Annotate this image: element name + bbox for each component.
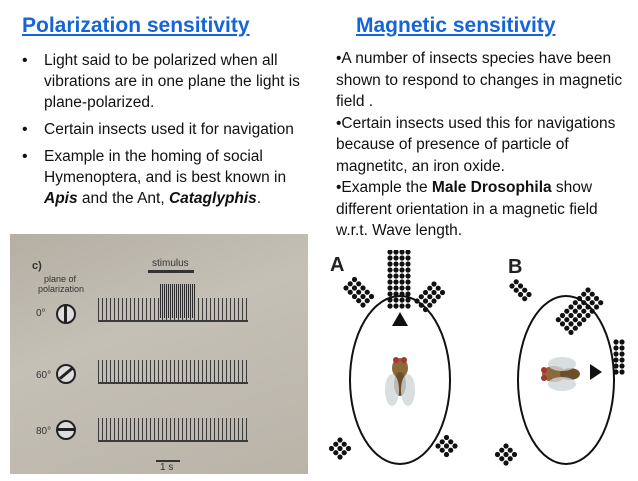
drosophila-orientation-diagram: [326, 250, 636, 476]
orientation-dot: [503, 460, 508, 465]
orientation-dot: [399, 303, 404, 308]
orientation-dot: [419, 294, 424, 299]
recording-trace: [98, 360, 248, 384]
orientation-dot: [360, 302, 365, 307]
orientation-dot: [568, 321, 573, 326]
polarizer-80-icon: [56, 420, 76, 440]
orientation-dot: [399, 279, 404, 284]
orientation-dot: [568, 313, 573, 318]
orientation-dot: [581, 317, 586, 322]
orientation-dot: [452, 443, 457, 448]
orientation-dot: [522, 296, 527, 301]
orientation-dot: [503, 443, 508, 448]
orientation-dot: [352, 277, 357, 282]
orientation-dot: [393, 279, 398, 284]
orientation-dot: [387, 267, 392, 272]
orientation-dot: [356, 281, 361, 286]
orientation-dot: [619, 339, 624, 344]
apis-text: Apis: [44, 190, 78, 207]
orientation-dot: [619, 363, 624, 368]
orientation-dot: [585, 313, 590, 318]
bullet-item: [18, 146, 318, 209]
orientation-dot: [405, 285, 410, 290]
orientation-dot: [619, 351, 624, 356]
orientation-dot: [337, 437, 342, 442]
orientation-dot: [365, 298, 370, 303]
orientation-dot: [365, 290, 370, 295]
orientation-dot: [405, 297, 410, 302]
orientation-dot: [399, 250, 404, 255]
orientation-dot: [577, 313, 582, 318]
orientation-dot: [360, 285, 365, 290]
orientation-dot: [399, 267, 404, 272]
orientation-dot: [387, 303, 392, 308]
orientation-dot: [564, 317, 569, 322]
orientation-dot: [518, 283, 523, 288]
orientation-dot: [585, 296, 590, 301]
trace-burst: [160, 284, 196, 318]
orientation-dot: [568, 330, 573, 335]
orientation-dot: [348, 290, 353, 295]
orientation-dot: [518, 292, 523, 297]
orientation-dot: [573, 309, 578, 314]
orientation-dot: [343, 285, 348, 290]
orientation-dot: [393, 261, 398, 266]
orientation-dot: [560, 321, 565, 326]
drosophila-text: Male Drosophila: [431, 179, 552, 196]
orientation-dot: [585, 287, 590, 292]
orientation-dot: [360, 294, 365, 299]
orientation-dot: [573, 300, 578, 305]
diagram-label-a: A: [330, 254, 345, 276]
orientation-dot: [436, 294, 441, 299]
orientation-dot: [399, 291, 404, 296]
orientation-dot: [342, 442, 347, 447]
recording-trace: [98, 418, 248, 442]
orientation-dot: [387, 273, 392, 278]
orientation-dot: [444, 435, 449, 440]
orientation-dot: [387, 279, 392, 284]
orientation-dot: [387, 297, 392, 302]
paragraph-text: •Example the: [336, 179, 432, 196]
orientation-dot: [333, 450, 338, 455]
orientation-dot: [590, 300, 595, 305]
orientation-svg: [326, 250, 636, 476]
orientation-dot: [399, 285, 404, 290]
orientation-dot: [423, 298, 428, 303]
orientation-dot: [594, 296, 599, 301]
orientation-dot: [448, 439, 453, 444]
orientation-dot: [387, 255, 392, 260]
orientation-dot: [419, 303, 424, 308]
orientation-dot: [594, 304, 599, 309]
polarization-recording-photo: [10, 234, 308, 474]
orientation-dot: [348, 281, 353, 286]
orientation-dot: [590, 292, 595, 297]
angle-label: 80°: [36, 426, 52, 437]
orientation-dot: [414, 298, 419, 303]
orientation-dot: [405, 279, 410, 284]
orientation-dot: [573, 317, 578, 322]
stimulus-bar: [148, 270, 194, 273]
orientation-dot: [577, 296, 582, 301]
orientation-dot: [399, 273, 404, 278]
orientation-dot: [405, 255, 410, 260]
orientation-dot: [590, 309, 595, 314]
orientation-dot: [346, 446, 351, 451]
orientation-dot: [613, 369, 618, 374]
orientation-dot: [405, 273, 410, 278]
orientation-dot: [556, 317, 561, 322]
orientation-dot: [352, 285, 357, 290]
orientation-dot: [577, 321, 582, 326]
orientation-dot: [427, 303, 432, 308]
orientation-dot: [440, 290, 445, 295]
orientation-dot: [423, 290, 428, 295]
orientation-dot: [514, 279, 519, 284]
orientation-dot: [369, 294, 374, 299]
orientation-dot: [435, 443, 440, 448]
polarizer-0-icon: [56, 304, 76, 324]
orientation-dot: [356, 290, 361, 295]
orientation-dot: [399, 255, 404, 260]
orientation-dot: [356, 298, 361, 303]
orientation-dot: [613, 357, 618, 362]
orientation-dot: [393, 303, 398, 308]
orientation-dot: [448, 448, 453, 453]
orientation-dot: [581, 309, 586, 314]
orientation-dot: [598, 300, 603, 305]
fly-a-icon: [385, 357, 415, 406]
orientation-dot: [399, 261, 404, 266]
orientation-dot: [393, 291, 398, 296]
orientation-dot: [393, 285, 398, 290]
bullet-text: .: [256, 190, 262, 207]
magnetic-paragraph: •A number of insects species have been shown to respond to changes in magnetic field .: [336, 50, 623, 110]
orientation-dot: [619, 357, 624, 362]
orientation-dot: [405, 250, 410, 255]
orientation-dot: [440, 439, 445, 444]
orientation-dot: [399, 297, 404, 302]
orientation-dot: [427, 286, 432, 291]
stimulus-label: stimulus: [152, 258, 189, 269]
orientation-dot: [573, 326, 578, 331]
orientation-dot: [508, 456, 513, 461]
scale-label: 1 s: [160, 462, 174, 473]
orientation-dot: [499, 448, 504, 453]
orientation-dot: [393, 273, 398, 278]
orientation-dot: [508, 448, 513, 453]
magnetic-text: [336, 48, 631, 242]
orientation-dot: [431, 298, 436, 303]
orientation-dot: [503, 452, 508, 457]
plane-label: plane of polarization: [38, 274, 85, 294]
orientation-dot: [526, 292, 531, 297]
paragraph-text: show different orientation in a magnetic field w.r.t. Wave length.: [336, 179, 598, 239]
orientation-dot: [405, 303, 410, 308]
orientation-dot: [393, 267, 398, 272]
polarization-title: Polarization sensitivity: [22, 14, 250, 37]
orientation-dot: [387, 250, 392, 255]
magnetic-title: Magnetic sensitivity: [356, 14, 556, 37]
orientation-dot: [585, 304, 590, 309]
orientation-dot: [387, 261, 392, 266]
orientation-dot: [342, 450, 347, 455]
orientation-dot: [405, 267, 410, 272]
bullet-item: • Certain insects used it for navigation: [18, 119, 318, 140]
magnetic-paragraph: [336, 177, 631, 242]
orientation-dot: [568, 304, 573, 309]
orientation-dot: [431, 281, 436, 286]
angle-label: 0°: [36, 308, 46, 319]
orientation-dot: [581, 300, 586, 305]
orientation-dot: [440, 448, 445, 453]
orientation-dot: [560, 313, 565, 318]
orientation-dot: [512, 452, 517, 457]
orientation-dot: [581, 292, 586, 297]
bullet-item: • Light said to be polarized when all vibrations are in one plane the light is plane-polarized.: [18, 50, 318, 113]
orientation-dot: [495, 452, 500, 457]
orientation-dot: [393, 255, 398, 260]
orientation-dot: [329, 446, 334, 451]
panel-label: c): [32, 260, 42, 272]
bullet-text: and the Ant,: [77, 190, 169, 207]
fly-b-icon: [541, 357, 580, 391]
orientation-dot: [613, 345, 618, 350]
magnetic-paragraph: •Certain insects used this for navigations because of presence of particle of magnetitc, an iron oxide.: [336, 114, 616, 175]
orientation-dot: [564, 326, 569, 331]
orientation-dot: [444, 452, 449, 457]
orientation-dot: [564, 309, 569, 314]
diagram-label-b: B: [508, 256, 523, 278]
orientation-dot: [619, 345, 624, 350]
polarizer-60-icon: [56, 364, 76, 384]
orientation-dot: [509, 283, 514, 288]
orientation-dot: [514, 288, 519, 293]
orientation-dot: [405, 291, 410, 296]
orientation-dot: [393, 297, 398, 302]
orientation-dot: [352, 294, 357, 299]
orientation-dot: [387, 291, 392, 296]
orientation-dot: [423, 307, 428, 312]
orientation-dot: [444, 443, 449, 448]
orientation-dot: [393, 250, 398, 255]
orientation-dot: [337, 446, 342, 451]
polarization-bullet-list: [18, 50, 318, 215]
arena-a-arrow-icon: [392, 312, 408, 326]
orientation-dot: [337, 454, 342, 459]
orientation-dot: [613, 351, 618, 356]
orientation-dot: [405, 261, 410, 266]
orientation-dot: [613, 339, 618, 344]
orientation-dot: [619, 369, 624, 374]
orientation-dot: [436, 286, 441, 291]
orientation-dot: [427, 294, 432, 299]
angle-label: 60°: [36, 370, 52, 381]
orientation-dot: [499, 456, 504, 461]
orientation-dot: [431, 290, 436, 295]
orientation-dot: [577, 304, 582, 309]
orientation-dot: [333, 442, 338, 447]
cataglyphis-text: Cataglyphis: [168, 190, 257, 207]
orientation-dot: [613, 363, 618, 368]
orientation-dot: [387, 285, 392, 290]
orientation-dot: [522, 288, 527, 293]
arena-b-arrow-icon: [590, 364, 602, 380]
bullet-text: Example in the homing of social Hymenoptera, and is best known in: [44, 148, 287, 186]
orientation-dot-clusters: [329, 250, 625, 466]
